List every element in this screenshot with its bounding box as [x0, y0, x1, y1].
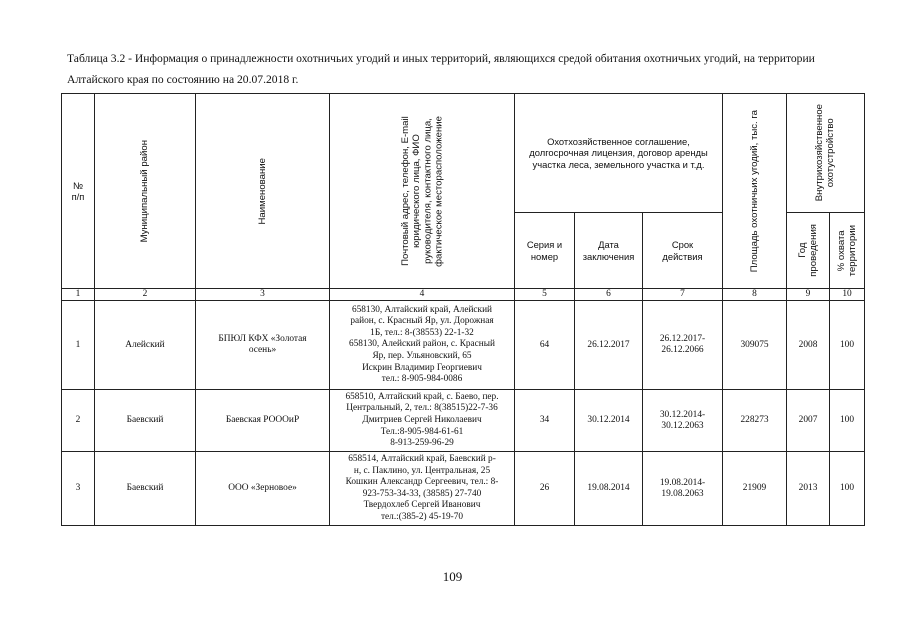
col-number: 2 — [95, 289, 196, 301]
cell-term: 30.12.2014- 30.12.2063 — [643, 390, 723, 452]
cell-coverage: 100 — [830, 301, 865, 390]
table-row — [62, 452, 865, 526]
header-name: Наименование — [196, 94, 330, 289]
cell-series: 26 — [515, 452, 575, 526]
cell-district: Баевский — [95, 390, 196, 452]
col-number: 5 — [515, 289, 575, 301]
cell-contact: 658510, Алтайский край, с. Баево, пер. Центральный, 2, тел.: 8(38515)22-7-36 Дмитриев Сергей Николаевич Тел.:8-905-984-61-61 8-913-259-96-29 — [330, 390, 515, 452]
header-num: № п/п — [62, 94, 95, 289]
cell-year: 2007 — [787, 390, 830, 452]
column-number-row — [62, 289, 865, 301]
col-number: 1 — [62, 289, 95, 301]
header-term: Срок действия — [643, 213, 723, 289]
col-number: 3 — [196, 289, 330, 301]
header-contact: Почтовый адрес, телефон, E-mail юридического лица, ФИО руководителя, контактного лица, фактическое месторасположение — [330, 94, 515, 289]
cell-contact: 658130, Алтайский край, Алейский район, с. Красный Яр, ул. Дорожная 1Б, тел.: 8-(38553) 22-1-32 658130, Алейский район, с. Красный Яр, пер. Ульяновский, 65 Искрин Владимир Георгиевич тел.: 8-905-984-0086 — [330, 301, 515, 390]
header-coverage: % охвата территории — [830, 213, 865, 289]
cell-area: 309075 — [723, 301, 787, 390]
cell-date: 19.08.2014 — [575, 452, 643, 526]
header-district: Муниципальный район — [95, 94, 196, 289]
header-area: Площадь охотничьих угодий, тыс. га — [723, 94, 787, 289]
cell-num: 1 — [62, 301, 95, 390]
col-number: 9 — [787, 289, 830, 301]
col-number: 6 — [575, 289, 643, 301]
header-survey: Внутрихозяйственное охотустройство — [787, 94, 865, 213]
hunting-grounds-table — [61, 93, 865, 526]
header-year: Год проведения — [787, 213, 830, 289]
cell-area: 228273 — [723, 390, 787, 452]
header-row-top — [62, 94, 865, 213]
cell-district: Баевский — [95, 452, 196, 526]
cell-num: 2 — [62, 390, 95, 452]
cell-name: БПЮЛ КФХ «Золотая осень» — [196, 301, 330, 390]
cell-contact: 658514, Алтайский край, Баевский р- н, с. Паклино, ул. Центральная, 25 Кошкин Александр Сергеевич, тел.: 8- 923-753-34-33, (38585) 27-740 Твердохлеб Сергей Иванович тел.:(385-2) 45-19-70 — [330, 452, 515, 526]
col-number: 4 — [330, 289, 515, 301]
col-number: 8 — [723, 289, 787, 301]
cell-term: 26.12.2017- 26.12.2066 — [643, 301, 723, 390]
cell-name: ООО «Зерновое» — [196, 452, 330, 526]
cell-district: Алейский — [95, 301, 196, 390]
header-series: Серия и номер — [515, 213, 575, 289]
col-number: 10 — [830, 289, 865, 301]
col-number: 7 — [643, 289, 723, 301]
cell-name: Баевская РОООиР — [196, 390, 330, 452]
cell-series: 64 — [515, 301, 575, 390]
table-row — [62, 301, 865, 390]
cell-series: 34 — [515, 390, 575, 452]
cell-coverage: 100 — [830, 390, 865, 452]
cell-year: 2013 — [787, 452, 830, 526]
page-number: 109 — [442, 569, 463, 584]
cell-num: 3 — [62, 452, 95, 526]
cell-date: 26.12.2017 — [575, 301, 643, 390]
cell-area: 21909 — [723, 452, 787, 526]
cell-coverage: 100 — [830, 452, 865, 526]
header-date: Дата заключения — [575, 213, 643, 289]
cell-term: 19.08.2014- 19.08.2063 — [643, 452, 723, 526]
cell-year: 2008 — [787, 301, 830, 390]
table-caption: Таблица 3.2 - Информация о принадлежности охотничьих угодий и иных территорий, являющихся средой обитания охотничьих угодий, на территории Алтайского края по состоянию на 20.07.2018 г. — [67, 52, 815, 86]
cell-date: 30.12.2014 — [575, 390, 643, 452]
table-row — [62, 390, 865, 452]
header-agreement: Охотхозяйственное соглашение, долгосрочная лицензия, договор аренды участка леса, земельного участка и т.д. — [515, 94, 723, 213]
